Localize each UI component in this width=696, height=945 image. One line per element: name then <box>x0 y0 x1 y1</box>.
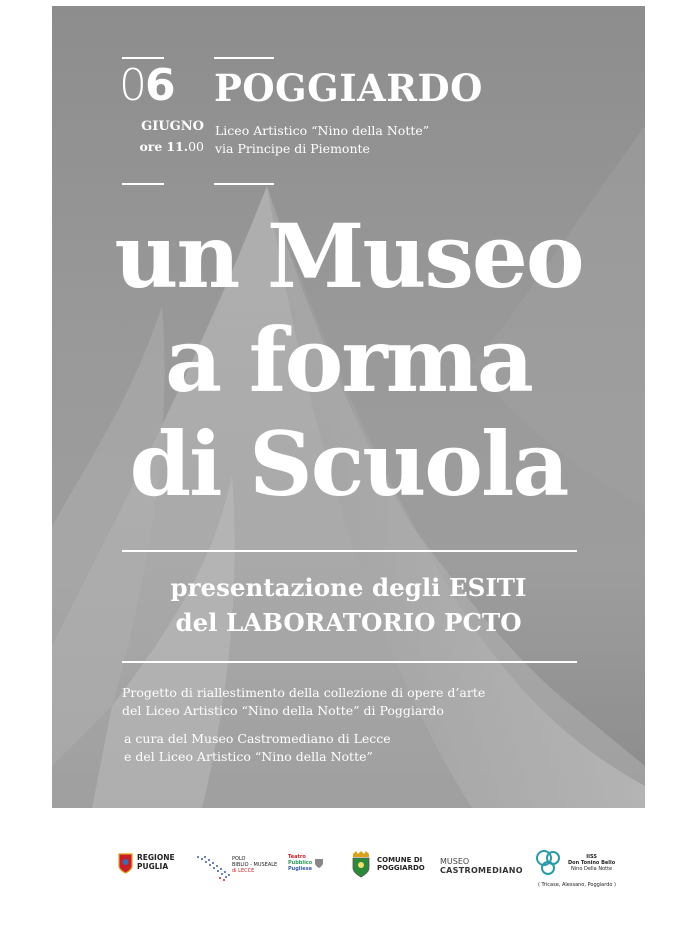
title-line-3: di Scuola <box>129 412 568 516</box>
comune-crest-icon <box>350 850 372 878</box>
logo-comune-poggiardo: COMUNE DI POGGIARDO <box>350 850 425 878</box>
description-curators: a cura del Museo Castromediano di Lecce e del Liceo Artistico “Nino della Notte” <box>124 731 391 765</box>
logo-regione-puglia: REGIONE PUGLIA <box>118 852 175 874</box>
subtitle-line-1: presentazione degli ESITI <box>170 573 527 602</box>
logo-teatro-pubblico-pugliese: Teatro Pubblico Pugliese <box>288 854 324 872</box>
event-venue: Liceo Artistico “Nino della Notte” via Principe di Piemonte <box>215 123 430 157</box>
subtitle-line-2: del LABORATORIO PCTO <box>175 608 522 637</box>
sponsor-logos <box>0 840 696 900</box>
polo-dots-icon <box>196 854 234 882</box>
rule-top-left <box>122 57 164 59</box>
event-month: GIUGNO <box>141 119 204 134</box>
title-line-2: a forma <box>165 308 532 412</box>
rule-date-left <box>122 183 164 185</box>
logo-polo-biblio-museale: POLO BIBLIO - MUSEALE di LECCE <box>196 854 277 882</box>
logo-museo-castromediano: MUSEO CASTROMEDIANO <box>440 857 523 875</box>
rule-top-right <box>214 57 274 59</box>
iiss-towns: ( Tricase, Alessano, Poggiardo ) <box>538 882 616 888</box>
event-city: POGGIARDO <box>214 66 483 110</box>
rule-subtitle-top <box>122 550 577 552</box>
logo-iiss: IISS Don Tonino Bello Nino Della Notte <box>533 848 615 878</box>
description-project: Progetto di riallestimento della collezione di opere d’arte del Liceo Artistico “Nino della Notte” di Poggiardo <box>122 685 486 719</box>
iiss-knot-icon <box>533 848 565 878</box>
rule-subtitle-bottom <box>122 661 577 663</box>
rule-date-right <box>214 183 274 185</box>
regione-puglia-emblem-icon <box>118 852 133 874</box>
event-day: 06 <box>119 60 174 111</box>
title-line-1: un Museo <box>114 204 583 308</box>
poster <box>52 6 645 808</box>
event-time: ore 11.00 <box>139 139 204 154</box>
theatre-mask-icon <box>314 857 324 869</box>
